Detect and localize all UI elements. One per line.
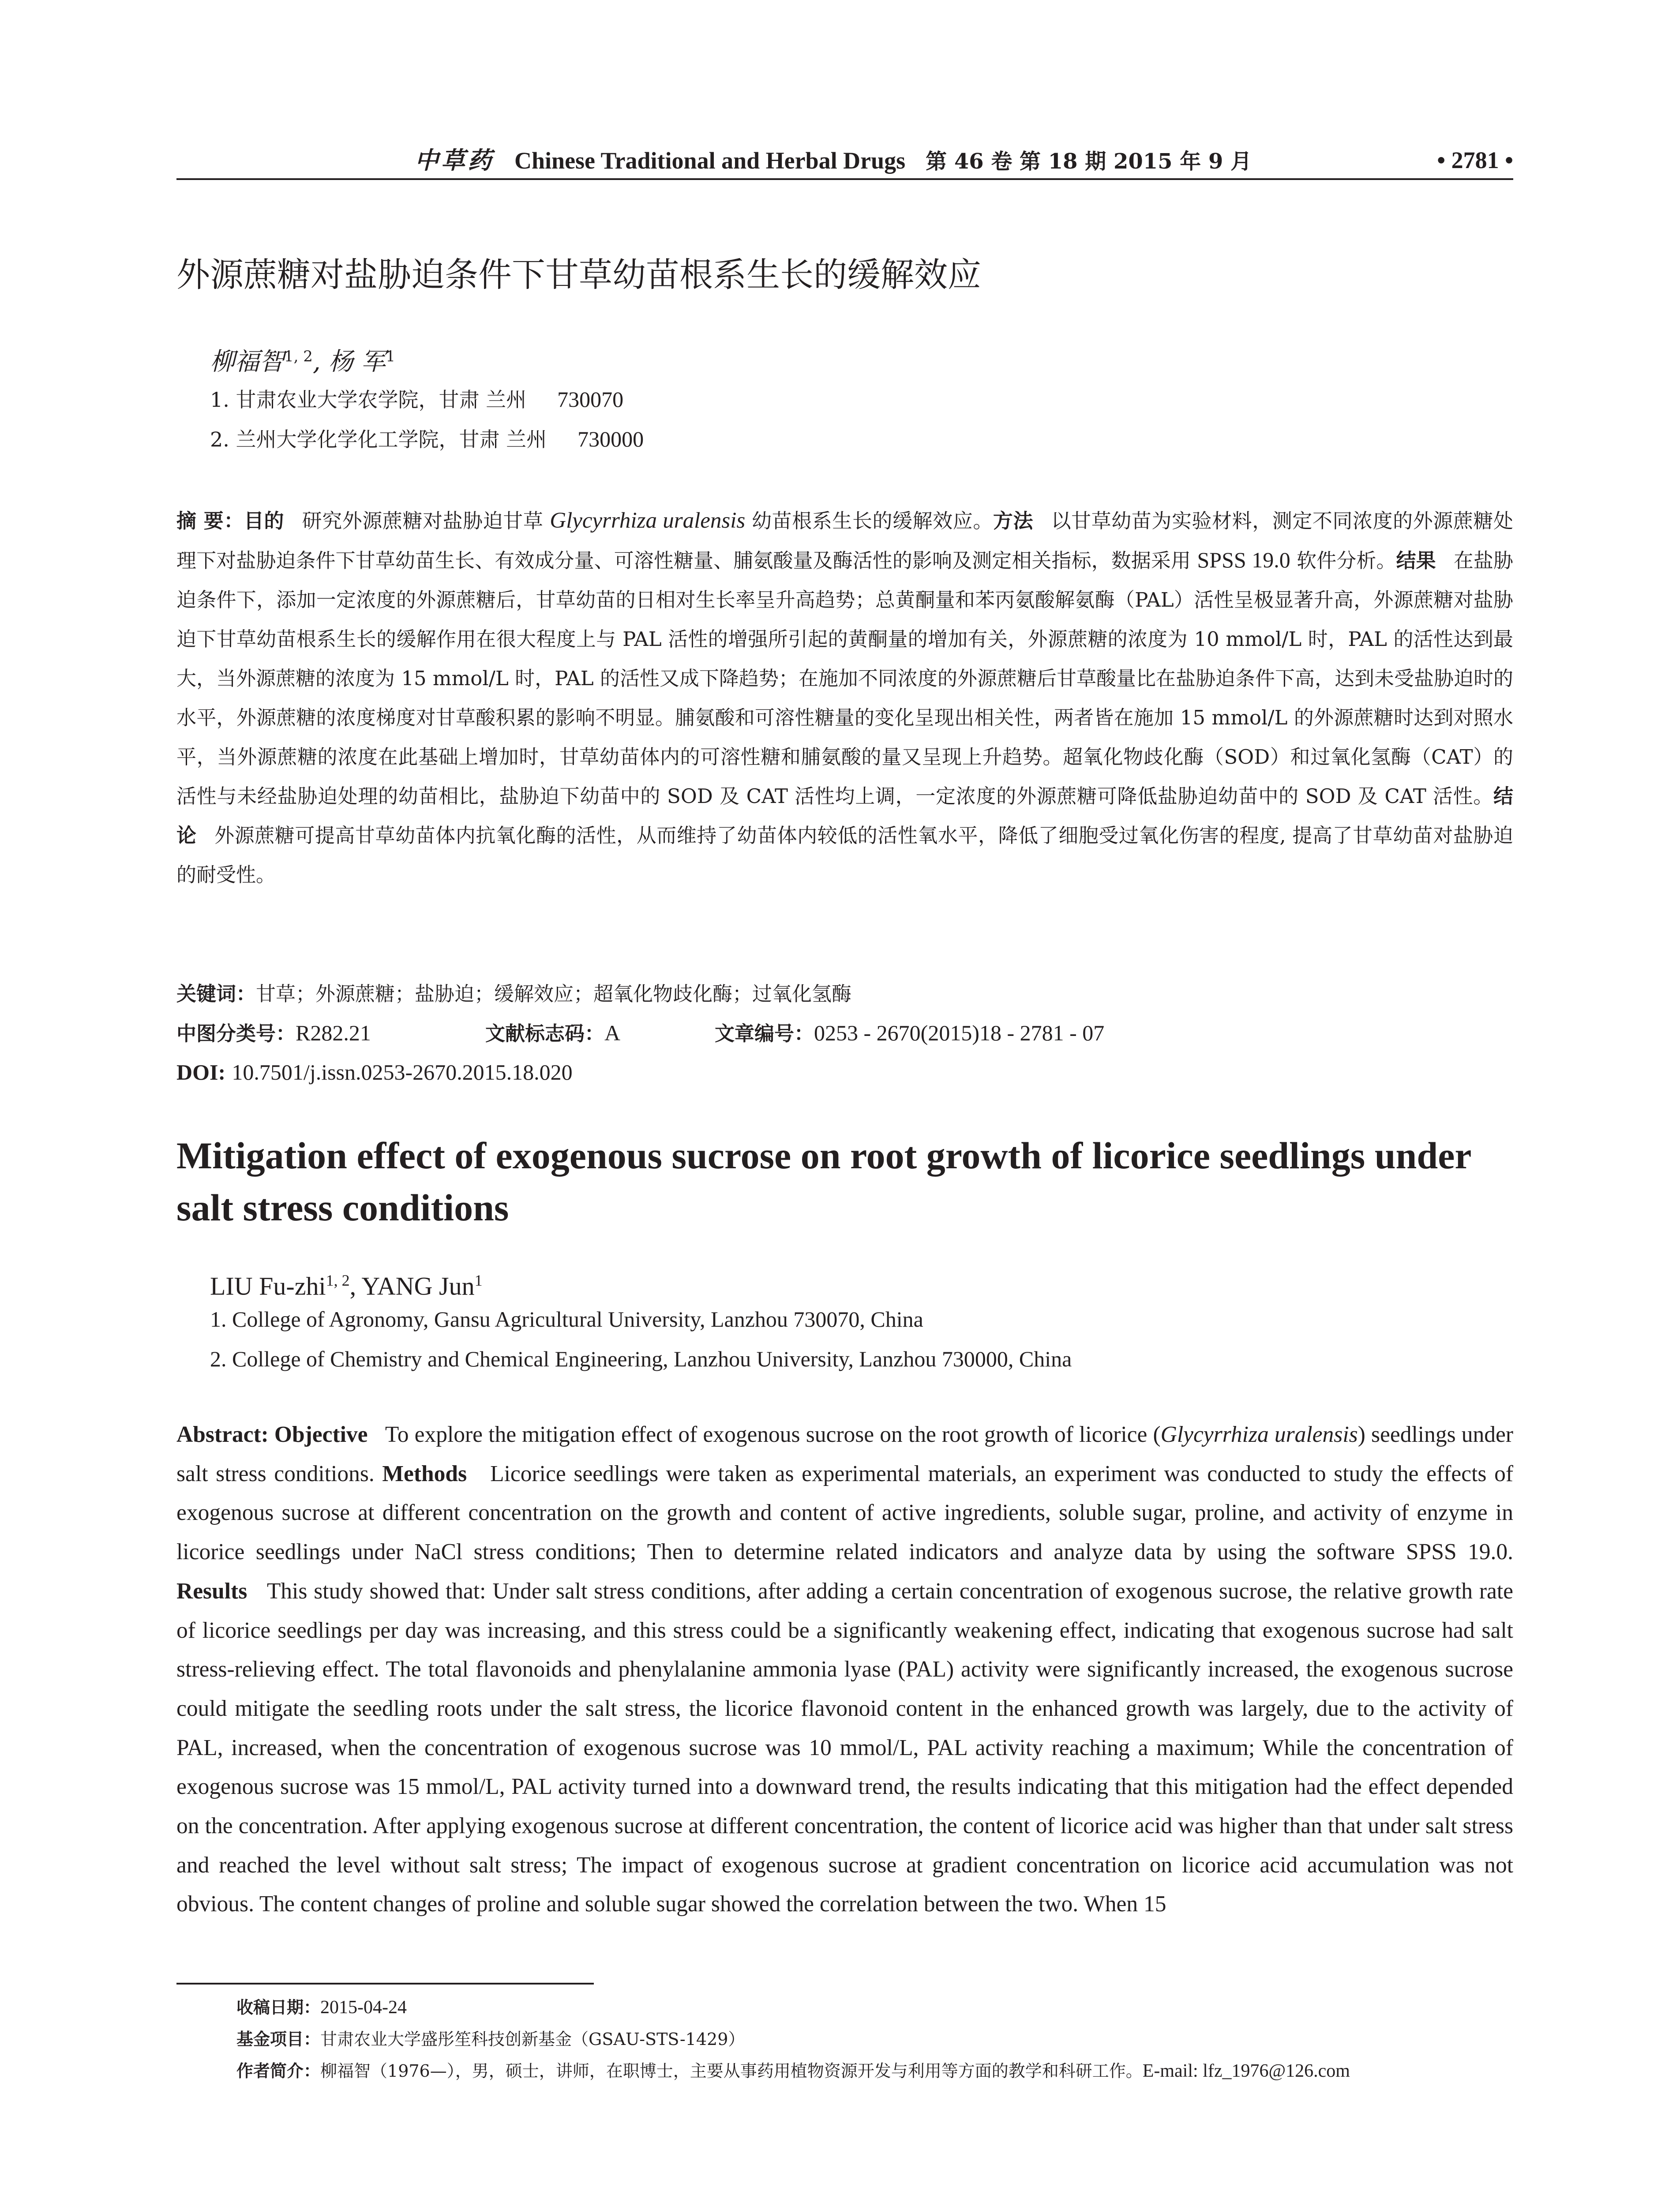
conclusion-text: 外源蔗糖可提高甘草幼苗体内抗氧化酶的活性，从而维持了幼苗体内较低的活性氧水平，降低了细胞受过氧化伤害的程度, 提高了甘草幼苗对盐胁迫的耐受性。	[176, 824, 1513, 886]
objective-label: 目的	[244, 509, 285, 533]
methods-text: Licorice seedlings were taken as experimental materials, an experiment was conducted to study the effects of exogenous sucrose at different concentration on the growth and content of active ingredients, soluble sugar, proline, and activity of enzyme in licorice seedlings under NaCl stress conditions; Then to determine related indicators and analyze data by using the software SPSS 19.0.	[176, 1461, 1514, 1565]
footnote-funding	[236, 2023, 745, 2055]
clc-number: R282.21	[296, 1020, 371, 1045]
species-name: Glycyrrhiza uralensis	[550, 508, 746, 533]
english-affiliation: 1. College of Agronomy, Gansu Agricultural University, Lanzhou 730070, China	[210, 1307, 923, 1332]
author-name: YANG Jun	[361, 1272, 475, 1301]
journal-logo: 中草药	[415, 146, 494, 174]
footnote-label: 收稿日期：	[236, 1998, 321, 2017]
keywords-label: 关键词：	[176, 982, 256, 1005]
postal-code: 730070	[557, 387, 624, 412]
methods-text: 软件分析。	[1290, 549, 1396, 572]
results-label: 结果	[1396, 549, 1436, 572]
methods-label: Methods	[382, 1461, 467, 1486]
author-email[interactable]: E-mail: lfz_1976@126.com	[1142, 2061, 1350, 2081]
footnote-label: 作者简介：	[236, 2061, 321, 2081]
english-affiliation: 2. College of Chemistry and Chemical Engineering, Lanzhou University, Lanzhou 730000, China	[210, 1347, 1072, 1371]
document-code-label: 文献标志码：	[485, 1022, 605, 1045]
keywords: 甘草；外源蔗糖；盐胁迫；缓解效应；超氧化物歧化酶；过氧化氢酶	[256, 982, 852, 1005]
conclusion-label: 结论	[176, 784, 1513, 847]
author-name: 柳福智	[210, 347, 284, 376]
abstract-objective-label: Abstract: Objective	[176, 1422, 368, 1447]
postal-code: 730000	[578, 427, 644, 451]
running-header	[176, 140, 1513, 180]
author-affiliation-mark: 1	[474, 1272, 483, 1289]
footnote-label: 基金项目：	[236, 2030, 321, 2049]
objective-text: 研究外源蔗糖对盐胁迫甘草	[302, 509, 550, 533]
article-number-label: 文章编号：	[715, 1022, 814, 1045]
footnote-received	[236, 1992, 407, 2023]
affiliation-text: 1. 甘肃农业大学农学院，甘肃 兰州	[210, 388, 527, 412]
author-separator: ,	[312, 347, 329, 376]
footnote-text: 2015-04-24	[320, 1997, 407, 2018]
chinese-affiliation	[210, 421, 644, 457]
chinese-abstract	[176, 501, 1513, 894]
footnote-author-bio	[236, 2055, 1350, 2087]
english-abstract	[176, 1415, 1513, 1924]
affiliation-text: 2. 兰州大学化学化工学院，甘肃 兰州	[210, 428, 547, 451]
methods-text: 以甘草幼苗为实验材料，测定不同浓度的外源蔗糖处理下对盐胁迫条件下甘草幼苗生长、有效成分量、可溶性糖量、脯氨酸量及酶活性的影响及测定相关指标，数据采用	[176, 509, 1513, 572]
english-authors	[210, 1262, 483, 1305]
english-title: Mitigation effect of exogenous sucrose on root growth of licorice seedlings under salt stress conditions	[176, 1134, 1471, 1229]
header-rule	[176, 178, 1513, 180]
footnote-rule	[176, 1983, 594, 1985]
chinese-authors	[210, 339, 395, 380]
clc-label: 中图分类号：	[176, 1022, 296, 1045]
keywords-row	[176, 974, 851, 1013]
results-label: Results	[176, 1578, 248, 1604]
issue-info: 第 46 卷 第 18 期 2015 年 9 月	[926, 149, 1252, 174]
abstract-label: 摘 要：	[176, 509, 244, 533]
objective-text: 幼苗根系生长的缓解效应。	[745, 509, 993, 533]
results-text: This study showed that: Under salt stress conditions, after adding a certain concentration of exogenous sucrose, the relative growth rate of licorice seedlings per day was increasing, and this stress could be a significantly weakening effect, indicating that exogenous sucrose had salt stress-relieving effect. The total flavonoids and phenylalanine ammonia lyase (PAL) activity were significantly increased, the exogenous sucrose could mitigate the seedling roots under the salt stress, the licorice flavonoid content in the enhanced growth was largely, due to the activity of PAL, increased, when the concentration of exogenous sucrose was 10 mmol/L, PAL activity reaching a maximum; While the concentration of exogenous sucrose was 15 mmol/L, PAL activity turned into a downward trend, the results indicating that this mitigation had the effect depended on the concentration. After applying exogenous sucrose at different concentration, the content of licorice acid was higher than that under salt stress and reached the level without salt stress; The impact of exogenous sucrose at gradient concentration on licorice acid accumulation was not obvious. The content changes of proline and soluble sugar showed the correlation between the two. When 15	[176, 1578, 1514, 1917]
author-affiliation-mark: 1, 2	[326, 1272, 350, 1289]
footnote-text: 柳福智（1976—），男，硕士，讲师，在职博士，主要从事药用植物资源开发与利用等方面的教学和科研工作。	[320, 2061, 1143, 2081]
article-number: 0253 - 2670(2015)18 - 2781 - 07	[814, 1020, 1105, 1045]
author-name: 杨 军	[328, 347, 386, 376]
author-affiliation-mark: 1	[386, 348, 395, 365]
journal-name: Chinese Traditional and Herbal Drugs	[514, 147, 906, 174]
objective-text: To explore the mitigation effect of exogenous sucrose on the root growth of licorice (	[385, 1422, 1161, 1447]
page-number: • 2781 •	[1437, 147, 1513, 173]
software-name: SPSS 19.0	[1197, 548, 1290, 572]
author-name: LIU Fu-zhi	[210, 1272, 326, 1301]
footnote-text: 甘肃农业大学盛彤笙科技创新基金（GSAU-STS-1429）	[320, 2030, 745, 2049]
objective-text: ) seedlings under salt stress conditions.	[176, 1422, 1513, 1486]
doi-row	[176, 1053, 573, 1092]
doi-label: DOI:	[176, 1060, 226, 1084]
classification-row	[176, 1013, 1104, 1053]
document-code: A	[604, 1020, 621, 1045]
chinese-affiliation	[210, 382, 623, 417]
results-text: 在盐胁迫条件下，添加一定浓度的外源蔗糖后，甘草幼苗的日相对生长率呈升高趋势；总黄酮量和苯丙氨酸解氨酶（PAL）活性呈极显著升高，外源蔗糖对盐胁迫下甘草幼苗根系生长的缓解作用在很大程度上与 PAL 活性的增强所引起的黄酮量的增加有关，外源蔗糖的浓度为 10 mmol/L 时，PAL 的活性达到最大，当外源蔗糖的浓度为 15 mmol/L 时，PAL 的活性又成下降趋势；在施加不同浓度的外源蔗糖后甘草酸量比在盐胁迫条件下高，达到未受盐胁迫时的水平，外源蔗糖的浓度梯度对甘草酸积累的影响不明显。脯氨酸和可溶性糖量的变化呈现出相关性，两者皆在施加 15 mmol/L 的外源蔗糖时达到对照水平，当外源蔗糖的浓度在此基础上增加时，甘草幼苗体内的可溶性糖和脯氨酸的量又呈现上升趋势。超氧化物歧化酶（SOD）和过氧化氢酶（CAT）的活性与未经盐胁迫处理的幼苗相比，盐胁迫下幼苗中的 SOD 及 CAT 活性均上调，一定浓度的外源蔗糖可降低盐胁迫幼苗中的 SOD 及 CAT 活性。	[176, 549, 1513, 808]
doi-link[interactable]: 10.7501/j.issn.0253-2670.2015.18.020	[232, 1060, 573, 1084]
chinese-title: 外源蔗糖对盐胁迫条件下甘草幼苗根系生长的缓解效应	[176, 255, 981, 294]
species-name: Glycyrrhiza uralensis	[1160, 1422, 1358, 1447]
author-affiliation-mark: 1, 2	[284, 348, 313, 365]
methods-label: 方法	[993, 509, 1034, 533]
author-separator: ,	[349, 1272, 362, 1301]
header-center	[415, 140, 1252, 181]
